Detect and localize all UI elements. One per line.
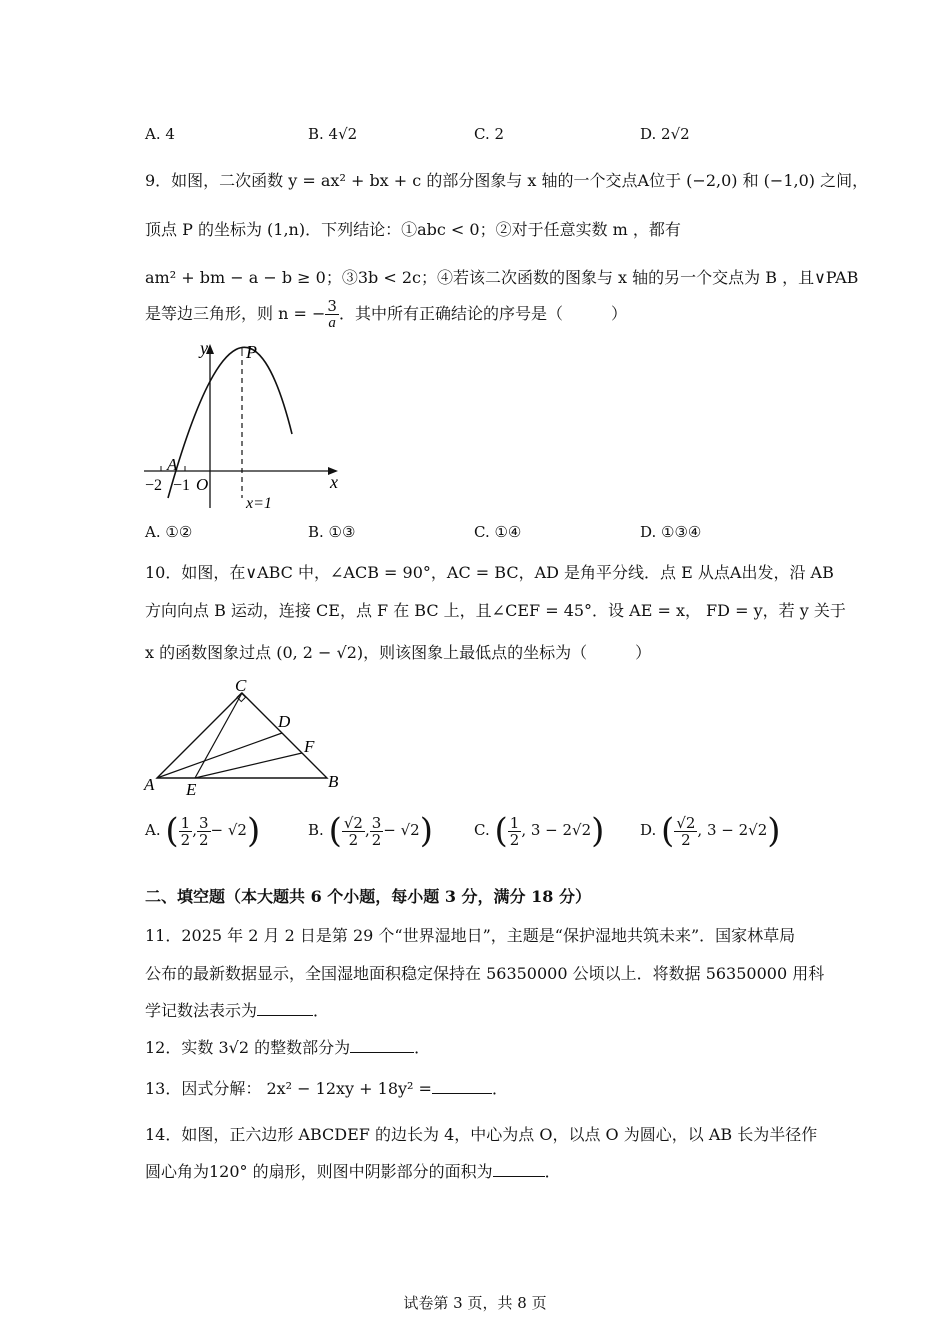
- q9-line-4a: 是等边三角形，则 n = −: [145, 304, 326, 323]
- q10-opt-c-rparen: ): [591, 811, 605, 851]
- q10-segment-ce: [195, 693, 242, 778]
- q11-line-3-text: 学记数法表示为: [145, 1001, 258, 1020]
- q9-label-xeq1: x=1: [246, 495, 272, 512]
- q10-segment-ef: [195, 753, 302, 778]
- q10-label-f: F: [304, 737, 315, 756]
- q12-line: [145, 1035, 430, 1058]
- q8-option-c: C. 2: [474, 125, 505, 143]
- q10-opt-a-frac1: [179, 815, 193, 848]
- q10-opt-d-tail: , 3 − 2√2: [697, 821, 768, 839]
- q10-opt-a-rparen: ): [246, 811, 261, 851]
- q11-line-1: 11．2025 年 2 月 2 日是第 29 个“世界湿地日”，主题是“保护湿地共筑未来”．国家林草局: [145, 926, 796, 945]
- q9-label-a: A: [167, 455, 178, 474]
- q10-opt-d-frac1: [674, 815, 697, 848]
- q10-option-a: A. ( $\frac{1}{2}$ , $\frac{3}{2}$ − √2): [145, 811, 261, 851]
- q10-opt-b-d1: 2: [348, 830, 359, 849]
- q10-label-c: C: [235, 676, 247, 695]
- q10-opt-d-label: D.: [640, 821, 657, 839]
- q10-opt-d-n1: √2: [676, 813, 696, 832]
- q10-label-a: A: [144, 775, 155, 794]
- q10-triangle-abc: [157, 693, 327, 778]
- q9-label-x: x: [330, 472, 338, 492]
- q10-label-d: D: [278, 712, 291, 731]
- q10-opt-a-tail: − √2: [210, 821, 247, 839]
- q10-opt-b-n1: √2: [343, 813, 363, 832]
- q10-opt-b-tail: − √2: [383, 821, 420, 839]
- q9-frac-num: 3: [327, 297, 337, 315]
- section-2-heading: 二、填空题（本大题共 6 个小题，每小题 3 分，满分 18 分）: [145, 887, 591, 906]
- q9-label-m1: −1: [173, 477, 191, 494]
- q10-opt-b-n2: 3: [371, 813, 382, 832]
- q10-opt-b-frac2: [370, 815, 384, 848]
- q11-line-3: [145, 998, 329, 1021]
- q9-line-2: 顶点 P 的坐标为 (1,n)．下列结论：①abc < 0；②对于任意实数 m ，都有: [145, 220, 681, 239]
- q10-opt-b-lparen: (: [328, 811, 342, 851]
- q12-tail: ．: [414, 1038, 431, 1057]
- q9-label-p: P: [246, 342, 257, 362]
- q10-opt-d-rparen: ): [767, 811, 781, 851]
- q10-line-1: 10．如图，在∨ABC 中，∠ACB = 90°，AC = BC，AD 是角平分线．点 E 从点A出发，沿 AB: [145, 563, 834, 582]
- q10-opt-d-lparen: (: [661, 811, 675, 851]
- q10-line-2: 方向向点 B 运动，连接 CE，点 F 在 BC 上，且∠CEF = 45°．设 AE = x， FD = y，若 y 关于: [145, 601, 846, 620]
- q9-fraction: [325, 298, 339, 331]
- q10-label-b: B: [328, 772, 339, 791]
- q10-opt-c-lparen: (: [494, 811, 508, 851]
- q9-option-c: C. ①④: [474, 523, 522, 541]
- q14-answer-blank[interactable]: [493, 1162, 545, 1177]
- q10-opt-a-n1: 1: [180, 813, 191, 832]
- q10-option-d: [640, 811, 781, 851]
- q10-opt-d-d1: 2: [681, 830, 691, 849]
- q10-opt-a-frac2: [197, 815, 211, 848]
- q9-option-d: D. ①③④: [640, 523, 702, 541]
- q10-option-c: [474, 811, 605, 851]
- q10-opt-c-d1: 2: [509, 830, 520, 849]
- q11-answer-blank[interactable]: [257, 1001, 313, 1016]
- q9-line-1: 9．如图，二次函数 y = ax² + bx + c 的部分图象与 x 轴的一个交点A位于 (−2,0) 和 (−1,0) 之间，: [145, 171, 869, 190]
- q10-opt-a-d1: 2: [180, 830, 191, 849]
- q10-opt-c-label: C.: [474, 821, 490, 839]
- q8-option-b: B. 4√2: [308, 125, 358, 143]
- q10-opt-b-label: B.: [308, 821, 324, 839]
- q9-line-3: am² + bm − a − b ≥ 0；③3b < 2c；④若该二次函数的图象与 x 轴的另一个交点为 B ，且∨PAB: [145, 268, 859, 287]
- q10-opt-a-label: A.: [145, 821, 161, 839]
- q10-opt-a-n2: 3: [198, 813, 209, 832]
- q10-opt-b-d2: 2: [371, 830, 382, 849]
- q13-line: [145, 1076, 508, 1099]
- q9-frac-den: a: [328, 315, 336, 331]
- q11-tail: ．: [313, 1001, 330, 1020]
- q10-opt-c-tail: , 3 − 2√2: [521, 821, 592, 839]
- q12-text: 12．实数 3√2 的整数部分为: [145, 1038, 351, 1057]
- q10-opt-c-frac1: [508, 815, 522, 848]
- q10-opt-b-frac1: [342, 815, 365, 848]
- q10-opt-a-lparen: (: [165, 811, 179, 851]
- q10-triangle-figure: [140, 675, 350, 800]
- q9-line-4: [145, 298, 627, 331]
- q10-label-e: E: [186, 780, 197, 799]
- q10-line-3: x 的函数图象过点 (0, 2 − √2)，则该图象上最低点的坐标为（ ）: [145, 643, 652, 662]
- q9-parabola-figure: [140, 338, 350, 514]
- q14-line-1: 14．如图，正六边形 ABCDEF 的边长为 4，中心为点 O，以点 O 为圆心，以 AB 长为半径作: [145, 1125, 818, 1144]
- q10-opt-b-rparen: ): [419, 811, 433, 851]
- q14-line-2-text: 圆心角为120° 的扇形，则图中阴影部分的面积为: [145, 1162, 493, 1181]
- q9-parabola: [168, 347, 292, 498]
- q12-answer-blank[interactable]: [350, 1038, 414, 1053]
- q9-line-4b: ．其中所有正确结论的序号是（ ）: [338, 304, 627, 323]
- q9-label-o: O: [196, 475, 209, 494]
- q8-option-d: D. 2√2: [640, 125, 690, 143]
- page-footer: 试卷第 3 页，共 8 页: [403, 1294, 547, 1312]
- q10-option-b: B. ( $\frac{√2}{2}$ , $\frac{3}{2}$ − √2): [308, 811, 433, 851]
- q10-segment-ad: [157, 733, 282, 778]
- q9-option-b: B. ①③: [308, 523, 356, 541]
- q9-option-a: A. ①②: [145, 523, 193, 541]
- q14-tail: ．: [544, 1162, 561, 1181]
- q9-label-y: y: [200, 338, 208, 358]
- q10-opt-c-n1: 1: [509, 813, 520, 832]
- q13-answer-blank[interactable]: [432, 1079, 492, 1094]
- q10-opt-a-d2: 2: [198, 830, 209, 849]
- q11-line-2: 公布的最新数据显示，全国湿地面积稳定保持在 56350000 公顷以上．将数据 56350000 用科: [145, 964, 825, 983]
- q13-text: 13．因式分解： 2x² − 12xy + 18y² =: [145, 1079, 432, 1098]
- q9-label-m2: −2: [145, 477, 163, 494]
- q13-tail: ．: [491, 1079, 508, 1098]
- q8-option-a: A. 4: [145, 125, 175, 143]
- q14-line-2: [145, 1159, 561, 1182]
